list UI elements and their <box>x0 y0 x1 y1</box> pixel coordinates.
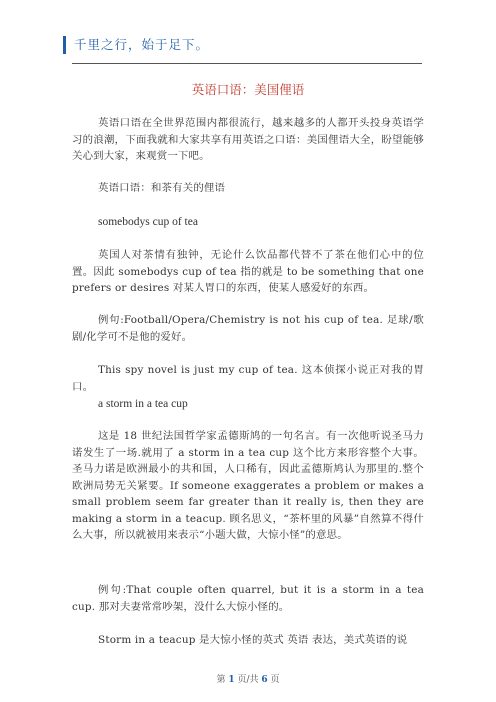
footer-total-pages: 6 <box>261 675 268 685</box>
header-bar <box>63 36 66 54</box>
idiom-explanation: 这是 18 世纪法国哲学家孟德斯鸠的一句名言。有一次他听说圣马力诺发生了一场.就用了 a storm in a tea cup 这个比方来形容整个大事。圣马力诺是欧洲最小的共和国，人口稀有，因此孟德斯鸠认为那里的.整个欧洲局势无关紧要。If someone exaggerates a problem or makes a small problem seem far greater than it really is, then they are making a storm in a teacup. 顾名思义，“茶杯里的风暴”自然算不得什么大事，所以就被用来表示“小题大做，大惊小怪”的意思。 <box>72 430 424 541</box>
body-paragraph: Storm in a teacup 是大惊小怪的英式 英语 表达，美式英语的说 <box>98 634 408 646</box>
idiom-heading: a storm in a tea cup <box>98 398 188 410</box>
footer-prefix: 第 <box>216 675 226 685</box>
idiom-heading: somebodys cup of tea <box>98 216 198 228</box>
example-sentence: 例句:Football/Opera/Chemistry is not his cup of tea. 足球/歌剧/化学可不是他的爱好。 <box>72 314 424 343</box>
idiom-explanation: 英国人对茶情有独钟，无论什么饮品都代替不了茶在他们心中的位置。因此 somebodys cup of tea 指的就是 to be something that one prefers or desires 对某人胃口的东西，使某人感爱好的东西。 <box>72 249 424 294</box>
example-sentence: This spy novel is just my cup of tea. 这本侦探小说正对我的胃口。 <box>72 364 424 393</box>
footer-suffix: 页 <box>270 675 280 685</box>
document-title: 英语口语：美国俚语 <box>191 82 305 97</box>
example-sentence: 例句:That couple often quarrel, but it is a storm in a tea cup. 那对夫妻常常吵架，没什么大惊小怪的。 <box>72 584 424 613</box>
header-motto: 千里之行，始于足下。 <box>74 37 210 52</box>
page-footer <box>0 672 496 685</box>
intro-paragraph: 英语口语在全世界范围内都很流行，越来越多的人都开头投身英语学习的浪潮，下面我就和大家共享有用英语之口语：美国俚语大全，盼望能够关心到大家，来观赏一下吧。 <box>72 117 424 162</box>
header-rule <box>72 63 422 64</box>
section-heading: 英语口语：和茶有关的俚语 <box>98 182 226 194</box>
footer-page-number: 1 <box>228 675 235 685</box>
footer-middle: 页/共 <box>237 675 259 685</box>
